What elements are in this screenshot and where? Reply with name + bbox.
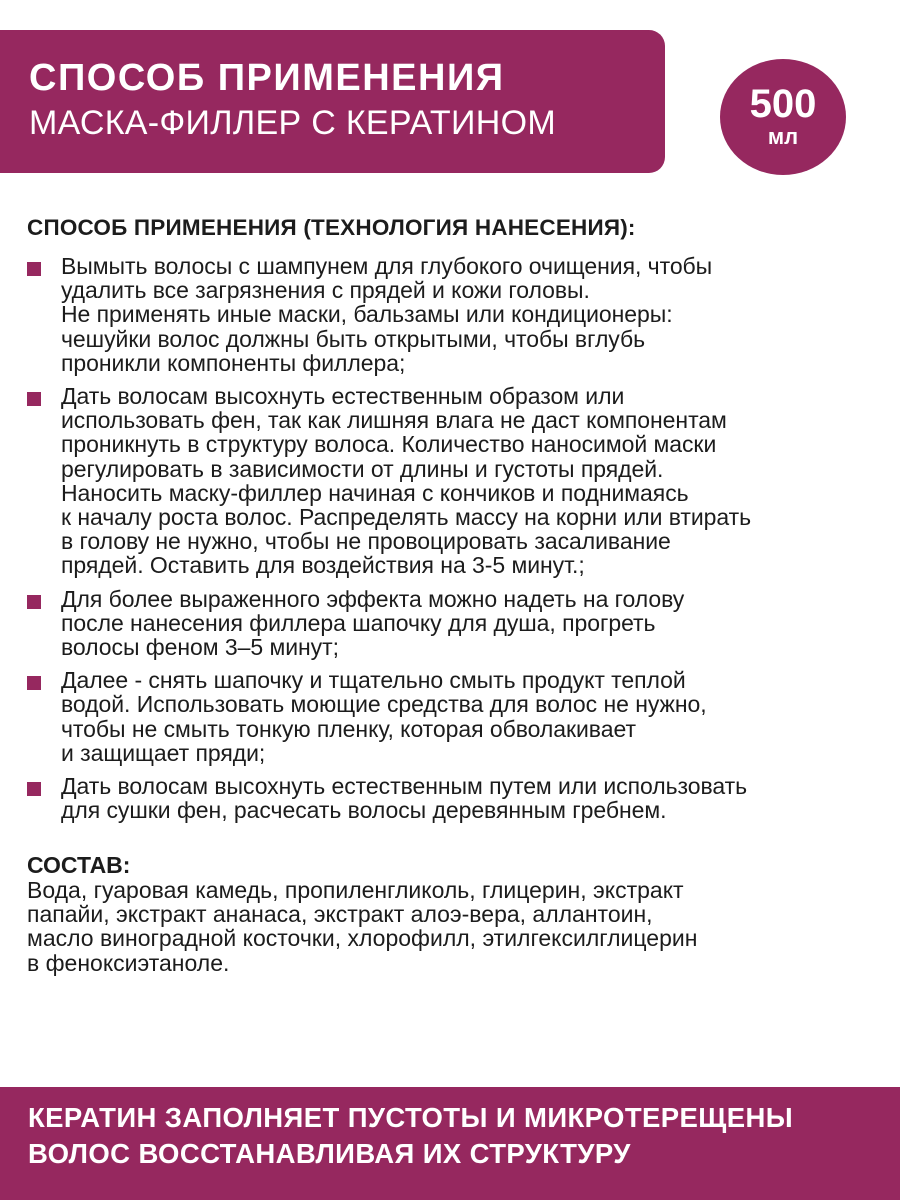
square-bullet-icon [27, 595, 41, 609]
step-text-line: в голову не нужно, чтобы не провоцировать засаливание [61, 528, 671, 555]
step-text-line: водой. Использовать моющие средства для волос не нужно, [61, 691, 707, 718]
step-text-line: волосы феном 3–5 минут; [61, 634, 339, 661]
header-banner [0, 30, 665, 173]
step-text-line: Дать волосам высохнуть естественным путем или использовать [61, 773, 748, 800]
step-text-line: Наносить маску-филлер начиная с кончиков и поднимаясь [61, 479, 689, 506]
composition-section [27, 852, 697, 975]
instructions-heading: СПОСОБ ПРИМЕНЕНИЯ (ТЕХНОЛОГИЯ НАНЕСЕНИЯ): [27, 215, 636, 240]
footer-line: ВОЛОС ВОССТАНАВЛИВАЯ ИХ СТРУКТУРУ [28, 1138, 631, 1169]
step-text-line: удалить все загрязнения с прядей и кожи головы. [61, 277, 590, 304]
step-text-line: использовать фен, так как лишняя влага не даст компонентам [61, 407, 727, 434]
step-text-line: Для более выраженного эффекта можно надеть на голову [61, 585, 685, 612]
composition-line: масло виноградной косточки, хлорофилл, этилгексилглицерин [27, 925, 698, 952]
list-item [0, 384, 900, 578]
volume-number: 500 [749, 82, 817, 126]
volume-unit: мл [767, 124, 799, 149]
page-title: СПОСОБ ПРИМЕНЕНИЯ [29, 57, 505, 99]
composition-heading: СОСТАВ: [27, 852, 131, 878]
square-bullet-icon [27, 262, 41, 276]
step-text-line: к началу роста волос. Распределять массу на корни или втирать [61, 504, 752, 531]
composition-line: папайи, экстракт ананаса, экстракт алоэ-вера, аллантоин, [27, 901, 653, 928]
instructions-list [0, 254, 900, 831]
square-bullet-icon [27, 782, 41, 796]
step-text-line: прядей. Оставить для воздействия на 3-5 минут.; [61, 552, 585, 579]
step-text-line: чешуйки волос должны быть открытыми, чтобы вглубь [61, 325, 646, 352]
step-text-line: и защищает пряди; [61, 739, 266, 766]
square-bullet-icon [27, 392, 41, 406]
footer-line: КЕРАТИН ЗАПОЛНЯЕТ ПУСТОТЫ И МИКРОТЕРЕЩЕНЫ [28, 1102, 794, 1133]
step-text-line: Дать волосам высохнуть естественным образом или [61, 383, 625, 410]
step-text-line: регулировать в зависимости от длины и густоты прядей. [61, 455, 664, 482]
step-text-line: Далее - снять шапочку и тщательно смыть продукт теплой [61, 667, 686, 694]
list-item [0, 774, 900, 822]
step-text-line: для сушки фен, расчесать волосы деревянным гребнем. [61, 797, 667, 824]
product-name: МАСКА-ФИЛЛЕР С КЕРАТИНОМ [29, 104, 556, 142]
step-text-line: после нанесения филлера шапочку для душа, прогреть [61, 609, 656, 636]
square-bullet-icon [27, 676, 41, 690]
step-text-line: проникли компоненты филлера; [61, 349, 406, 376]
list-item [0, 254, 900, 375]
step-text-line: проникнуть в структуру волоса. Количество наносимой маски [61, 431, 717, 458]
composition-line: Вода, гуаровая камедь, пропиленгликоль, глицерин, экстракт [27, 877, 684, 903]
composition-line: в феноксиэтаноле. [27, 949, 230, 976]
step-text-line: Вымыть волосы с шампунем для глубокого очищения, чтобы [61, 253, 713, 279]
footer-banner [0, 1087, 900, 1200]
list-item [0, 668, 900, 765]
composition-text [27, 878, 697, 975]
volume-badge [720, 59, 846, 175]
list-item [0, 587, 900, 660]
step-text-line: Не применять иные маски, бальзамы или кондиционеры: [61, 301, 673, 328]
step-text-line: чтобы не смыть тонкую пленку, которая обволакивает [61, 715, 636, 742]
